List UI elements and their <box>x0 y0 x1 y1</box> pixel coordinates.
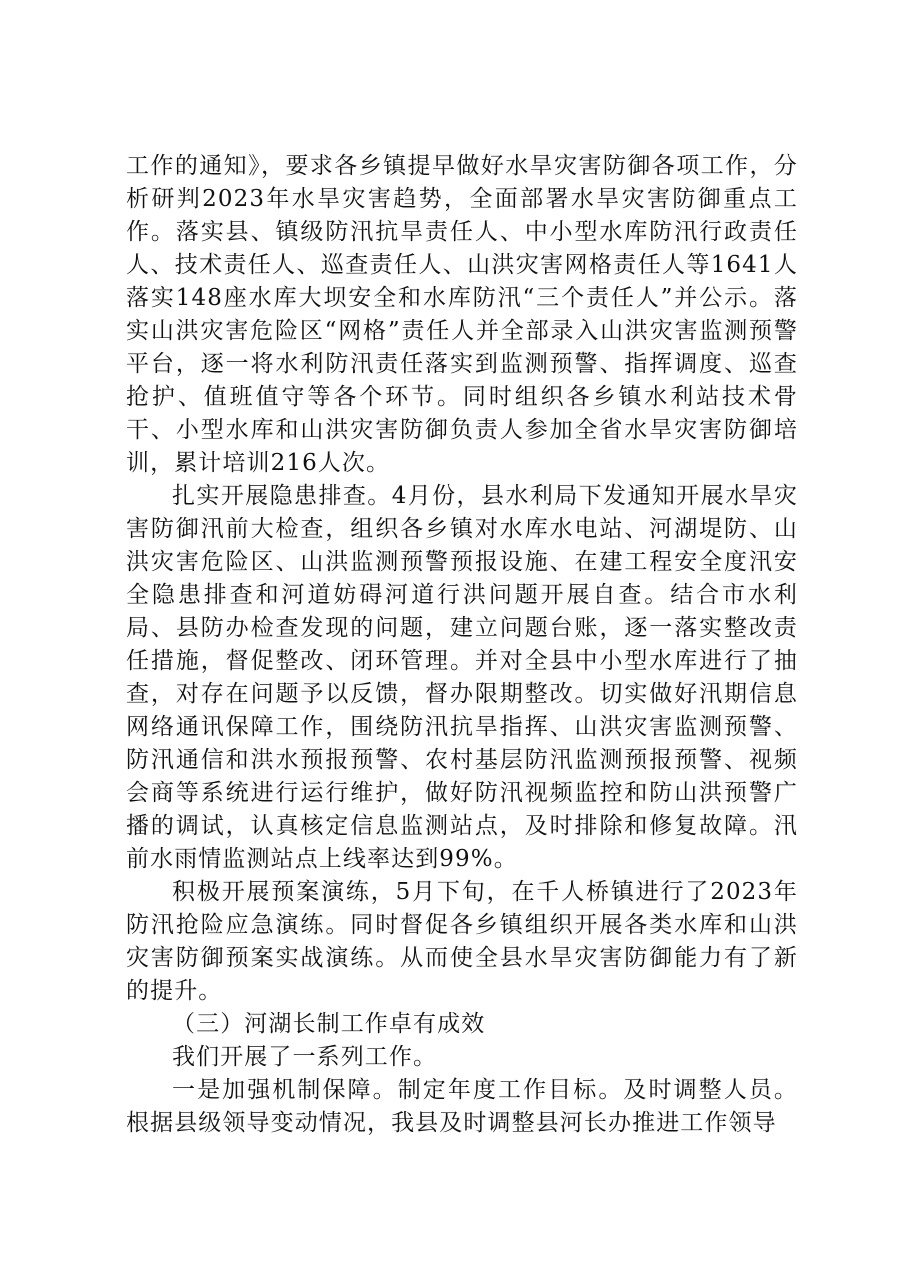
paragraph-mechanism: 一是加强机制保障。制定年度工作目标。及时调整人员。根据县级领导变动情况，我县及时调整县河长办推进工作领导 <box>126 1077 798 1136</box>
document-page <box>126 150 798 1140</box>
paragraph-responsibility: 工作的通知》，要求各乡镇提早做好水旱灾害防御各项工作，分析研判2023年水旱灾害趋势，全面部署水旱灾害防御重点工作。落实县、镇级防汛抗旱责任人、中小型水库防汛行政责任人、技术责任人、巡查责任人、山洪灾害网格责任人等1641人落实148座水库大坝安全和水库防汛“三个责任人”并公示。落实山洪灾害危险区“网格”责任人并全部录入山洪灾害监测预警平台，逐一将水利防汛责任落实到监测预警、指挥调度、巡查抢护、值班值守等各个环节。同时组织各乡镇水利站技术骨干、小型水库和山洪灾害防御负责人参加全省水旱灾害防御培训，累计培训216人次。 <box>126 153 798 476</box>
paragraph-series-of-work: 我们开展了一系列工作。 <box>172 1044 438 1070</box>
paragraph-drill: 积极开展预案演练，5月下旬，在千人桥镇进行了2023年防汛抢险应急演练。同时督促各乡镇组织开展各类水库和山洪灾害防御预案实战演练。从而使全县水旱灾害防御能力有了新的提升。 <box>126 879 798 1004</box>
section-heading: （三）河湖长制工作卓有成效 <box>172 1011 486 1037</box>
paragraph-hazard-inspection: 扎实开展隐患排查。4月份，县水利局下发通知开展水旱灾害防御汛前大检查，组织各乡镇对水库水电站、河湖堤防、山洪灾害危险区、山洪监测预警预报设施、在建工程安全度汛安全隐患排查和河道妨碍河道行洪问题开展自查。结合市水利局、县防办检查发现的问题，建立问题台账，逐一落实整改责任措施，督促整改、闭环管理。并对全县中小型水库进行了抽查，对存在问题予以反馈，督办限期整改。切实做好汛期信息网络通讯保障工作，围绕防汛抗旱指挥、山洪灾害监测预警、防汛通信和洪水预报预警、农村基层防汛监测预报预警、视频会商等系统进行运行维护，做好防汛视频监控和防山洪预警广播的调试，认真核定信息监测站点，及时排除和修复故障。汛前水雨情监测站点上线率达到99%。 <box>126 483 798 872</box>
